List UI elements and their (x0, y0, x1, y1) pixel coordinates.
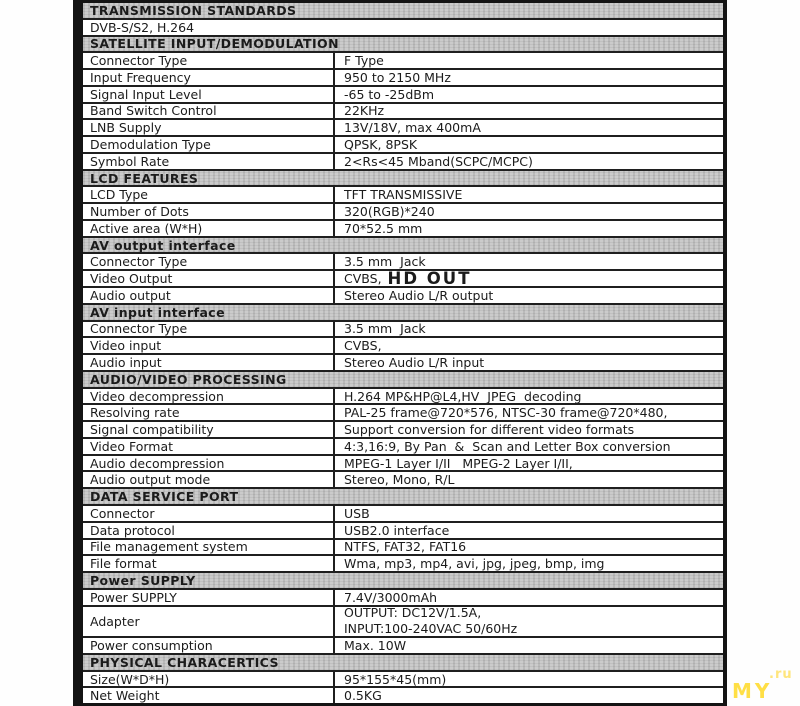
row-value: Max. 10W (344, 638, 407, 653)
spec-row (83, 68, 723, 85)
spec-row (83, 686, 723, 703)
section-header-row (83, 653, 723, 670)
row-label: Connector (83, 506, 335, 521)
video-output-prefix: CVBS, (344, 271, 386, 287)
row-value: Stereo Audio L/R input (344, 355, 485, 370)
row-label: Audio decompression (83, 456, 335, 471)
section-header-label: AV input interface (90, 304, 225, 320)
section-header-row (83, 303, 723, 320)
row-label: File management system (83, 540, 335, 555)
section-header-label: TRANSMISSION STANDARDS (90, 2, 297, 18)
row-label: LCD Type (83, 187, 335, 202)
row-label: Resolving rate (83, 405, 335, 420)
spec-row (83, 403, 723, 420)
row-value (335, 607, 723, 637)
section-header-row (83, 169, 723, 186)
section-header-row (83, 370, 723, 387)
spec-row (83, 554, 723, 571)
section-header-row (83, 35, 723, 52)
row-label: Video Output (83, 271, 335, 286)
spec-row (83, 286, 723, 303)
row-label: Audio output (83, 288, 335, 303)
row-value: 950 to 2150 MHz (344, 70, 451, 85)
row-value: Stereo, Mono, R/L (344, 472, 455, 488)
spec-row (83, 538, 723, 555)
adapter-output-line: OUTPUT: DC12V/1.5A, (344, 606, 482, 621)
section-header-label: AV output interface (90, 237, 236, 253)
row-label: Input Frequency (83, 70, 335, 85)
row-value: 7.4V/3000mAh (344, 589, 438, 605)
spec-row (83, 269, 723, 286)
row-value: 22KHz (344, 103, 385, 119)
row-label: Power consumption (83, 638, 335, 653)
row-value: CVBS, (344, 338, 382, 354)
row-label: Power SUPPLY (83, 590, 335, 605)
spec-row (83, 353, 723, 370)
spec-row (83, 320, 723, 337)
section-header-row (83, 487, 723, 504)
spec-row (83, 185, 723, 202)
hd-out-text: HD OUT (387, 271, 472, 287)
spec-row (83, 521, 723, 538)
spec-row (83, 470, 723, 487)
row-label: Video Format (83, 439, 335, 454)
row-value: PAL-25 frame@720*576, NTSC-30 frame@720*480, (344, 405, 668, 421)
watermark-my: MY (732, 679, 773, 703)
section-header-label: PHYSICAL CHARACERTICS (90, 654, 279, 670)
spec-row (83, 85, 723, 102)
row-value: NTFS, FAT32, FAT16 (344, 539, 467, 555)
row-value: F Type (344, 53, 384, 69)
section-header-label: LCD FEATURES (90, 170, 199, 186)
row-label: Active area (W*H) (83, 221, 335, 236)
spec-row (83, 152, 723, 169)
row-label: Adapter (83, 607, 335, 637)
section-header-row (83, 571, 723, 588)
row-value: 95*155*45(mm) (344, 671, 447, 687)
row-label: Size(W*D*H) (83, 672, 335, 687)
row-label: Connector Type (83, 254, 335, 269)
row-value: QPSK, 8PSK (344, 137, 418, 152)
row-value: 4:3,16:9, By Pan & Scan and Letter Box conversion (344, 438, 671, 454)
row-label: Video input (83, 338, 335, 353)
row-label: Symbol Rate (83, 154, 335, 169)
spec-row (83, 670, 723, 687)
spec-row (83, 102, 723, 119)
row-label: Signal Input Level (83, 87, 335, 102)
row-value: 70*52.5 mm (344, 220, 423, 236)
row-value: Stereo Audio L/R output (344, 288, 494, 303)
spec-row (83, 454, 723, 471)
row-value: -65 to -25dBm (344, 86, 435, 102)
row-label: Video decompression (83, 389, 335, 404)
row-value: 2<Rs<45 Mband(SCPC/MCPC) (344, 153, 533, 169)
row-value: USB2.0 interface (344, 522, 450, 538)
row-label: Band Switch Control (83, 104, 335, 119)
spec-row (83, 118, 723, 135)
row-value: 3.5 mm Jack (344, 254, 426, 270)
row-label: Signal compatibility (83, 422, 335, 437)
spec-row (83, 336, 723, 353)
spec-row (83, 588, 723, 605)
spec-row (83, 202, 723, 219)
row-label: File format (83, 556, 335, 571)
spec-row (83, 135, 723, 152)
row-label: Data protocol (83, 523, 335, 538)
spec-row (83, 437, 723, 454)
row-value: 0.5KG (344, 688, 382, 704)
spec-table (73, 0, 727, 706)
section-header-label: AUDIO/VIDEO PROCESSING (90, 371, 287, 387)
spec-row-adapter (83, 605, 723, 637)
watermark-ru: .ru (769, 667, 793, 682)
spec-row (83, 51, 723, 68)
row-label: LNB Supply (83, 120, 335, 135)
spec-row (83, 504, 723, 521)
row-value: MPEG-1 Layer I/II MPEG-2 Layer I/II, (344, 455, 573, 471)
section-header-label: DATA SERVICE PORT (90, 489, 239, 505)
row-label: Connector Type (83, 53, 335, 68)
section-header-label: Power SUPPLY (90, 572, 196, 588)
row-value: 3.5 mm Jack (344, 321, 426, 337)
spec-row (83, 18, 723, 35)
row-label: Demodulation Type (83, 137, 335, 152)
spec-row (83, 636, 723, 653)
row-value: 13V/18V, max 400mA (344, 120, 481, 136)
spec-row (83, 387, 723, 404)
spec-row (83, 219, 723, 236)
row-label: Number of Dots (83, 204, 335, 219)
row-value (335, 271, 723, 286)
row-value: Wma, mp3, mp4, avi, jpg, jpeg, bmp, img (344, 556, 605, 572)
row-value: USB (344, 505, 370, 521)
row-value: TFT TRANSMISSIVE (344, 187, 463, 203)
row-label: Connector Type (83, 322, 335, 337)
section-header-row (83, 236, 723, 253)
row-full-text: DVB-S/S2, H.264 (90, 19, 195, 35)
row-value: H.264 MP&HP@L4,HV JPEG decoding (344, 388, 582, 404)
adapter-input-line: INPUT:100-240VAC 50/60Hz (344, 621, 518, 637)
section-header-label: SATELLITE INPUT/DEMODULATION (90, 36, 339, 52)
section-header-row (83, 3, 723, 18)
row-label: Net Weight (83, 688, 335, 703)
row-value: 320(RGB)*240 (344, 204, 435, 219)
row-label: Audio output mode (83, 472, 335, 487)
row-label: Audio input (83, 355, 335, 370)
row-value: Support conversion for different video formats (344, 422, 635, 437)
spec-row (83, 252, 723, 269)
spec-row (83, 420, 723, 437)
